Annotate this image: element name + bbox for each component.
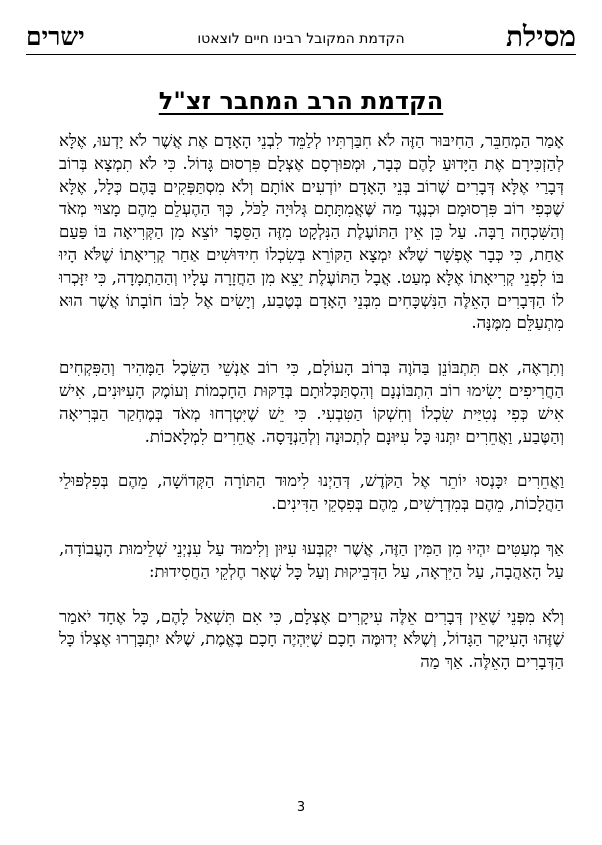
header-divider [26, 54, 576, 55]
paragraph: אַךְ מְעַטִּים יִהְיוּ מִן הַמִּין הַזֶּה, אֲשֶׁר יִקְבְּעוּ עִיּוּן וְלִימוּד עַל עִנְיְנֵי שְׁלֵימוּת הָעֲבוֹדָה, עַל הָאַהֲבָה, עַל הַיִּרְאָה, עַל הַדְּבֵיקוּת וְעַל כָּל שְׁאָר חֶלְקֵי הַחֲסִידוּת: [59, 538, 564, 581]
paragraph: וְלֹא מִפְּנֵי שֶׁאֵין דְּבָרִים אֵלֶּה עִיקָרִים אֶצְלָם, כִּי אִם תִּשְׁאַל לָהֶם, כָּל אֶחָד יֹאמַר שֶׁזֶּהוּ הָעִיקָר הַגָּדוֹל, וְשֶׁלֹּא יְדוּמֶּה חָכָם שֶׁיִּהְיֶה חָכָם בֶּאֱמֶת, שֶׁלֹּא יִתְבָּרְרוּ אֶצְלוֹ כָּל הַדְּבָרִים הָאֵלֶּה. אַךְ מַה [59, 606, 564, 672]
page-number: 3 [296, 800, 306, 815]
page-title: הקדמת הרב המחבר זצ"ל [158, 87, 444, 115]
page-header [26, 22, 576, 52]
paragraph: וְתִרְאֶה, אִם תִּתְבּוֹנֵן בַּהֹוֶה בְּרוֹב הָעוֹלָם, כִּי רוֹב אַנְשֵׁי הַשֵּׂכֶל הַמָּהִיר וְהַפִּקְחִים הַחֲרִיפִים יָשִׂימוּ רוֹב הִתְבּוֹנְנָם וְהִסְתַּכְּלוּתָם בְּדַקּוּת הַחָכְמוֹת וְעוֹמֶק הָעִיּוּנִים, אִישׁ אִישׁ כְּפִי נְטִיַּית שִׂכְלוֹ וְחִשְׁקוֹ הַטִּבְעִי. כִּי יֵשׁ שֶׁיִּטְרְחוּ מְאֹד בְּמֶחְקַר הַבְּרִיאָה וְהַטֶּבַע, וַאֲחֵרִים יִתְּנוּ כָּל עִיּוּנָם לְתְכוּנָה וְלְהַנְדָּסָה. אֲחֵרִים לִמְלָאכוֹת. [59, 358, 564, 446]
body-text [59, 130, 564, 674]
book-title-left: ישרים [26, 22, 85, 51]
running-header-section: הקדמת המקובל רבינו חיים לוצאטו [197, 31, 405, 47]
paragraph: וַאֲחֵרִים יִכָּנְסוּ יוֹתֵר אֶל הַקֹּדֶשׁ, דְּהַיְנוּ לִימוּד הַתּוֹרָה הַקְּדוֹשָׁה, מֵהֶם בְּפִלְפּוּלֵי הַהֲלָכוֹת, מֵהֶם בְּמִדְרָשִׁים, מֵהֶם בְּפִסְקֵי הַדִּינִים. [59, 471, 564, 514]
book-title-right: מסילת [505, 20, 576, 53]
paragraph: אָמַר הַמְחַבֵּר, הַחִיבּוּר הַזֶּה לֹא חִבַּרְתִּיו לְלַמֵּד לִבְנֵי הָאָדָם אֶת אֲשֶׁר לֹא יָדְעוּ, אֶלָּא לְהַזְכִּירָם אֶת הַיָּדוּעַ לָהֶם כְּבָר, וּמְפוּרְסָם אֶצְלָם פִּרְסוּם גָּדוֹל. כִּי לֹא תִמְצָא בְּרוֹב דְּבָרַי אֶלָּא דְּבָרִים שֶׁרוֹב בְּנֵי הָאָדָם יוֹדְעִים אוֹתָם וְלֹא מִסְתַּפְּקִים בָּהֶם כְּלָל, אֶלָּא שֶׁכְּפִי רוֹב פִּרְסוּמָם וּכְנֶגֶד מַה שֶּׁאֲמִתָּתָם גְּלוּיָה לַכֹּל, כָּךְ הַהֶעְלֵם מֵהֶם מָצוּי מְאֹד וְהַשִּׁכְחָה רַבָּה. עַל כֵּן אֵין הַתּוֹעֶלֶת הַנִּלְקָט מִזֶּה הַסֵּפֶר יוֹצֵא מִן הַקְּרִיאָה בּוֹ פַּעַם אַחַת, כִּי כְּבָר אֶפְשָׁר שֶׁלֹּא יִמְצָא הַקּוֹרֵא בְּשִׂכְלוֹ חִידּוּשִׁים אַחַר קְרִיאָתוֹ שֶׁלֹּא הָיוּ בּוֹ לִפְנֵי קְרִיאָתוֹ אֶלָּא מְעַט. אֲבָל הַתּוֹעֶלֶת יֵצֵא מִן הַחֲזָרָה עָלָיו וְהַהַתְמָדָה, כִּי יִזָּכְרוּ לוֹ הַדְּבָרִים הָאֵלֶּה הַנִּשְׁכָּחִים מִבְּנֵי הָאָדָם בְּטֶבַע, וְיָשִׂים אֶל לִבּוֹ חוֹבָתוֹ אֲשֶׁר הוּא מִתְעַלֵּם מִמֶּנָּה. [59, 131, 564, 333]
